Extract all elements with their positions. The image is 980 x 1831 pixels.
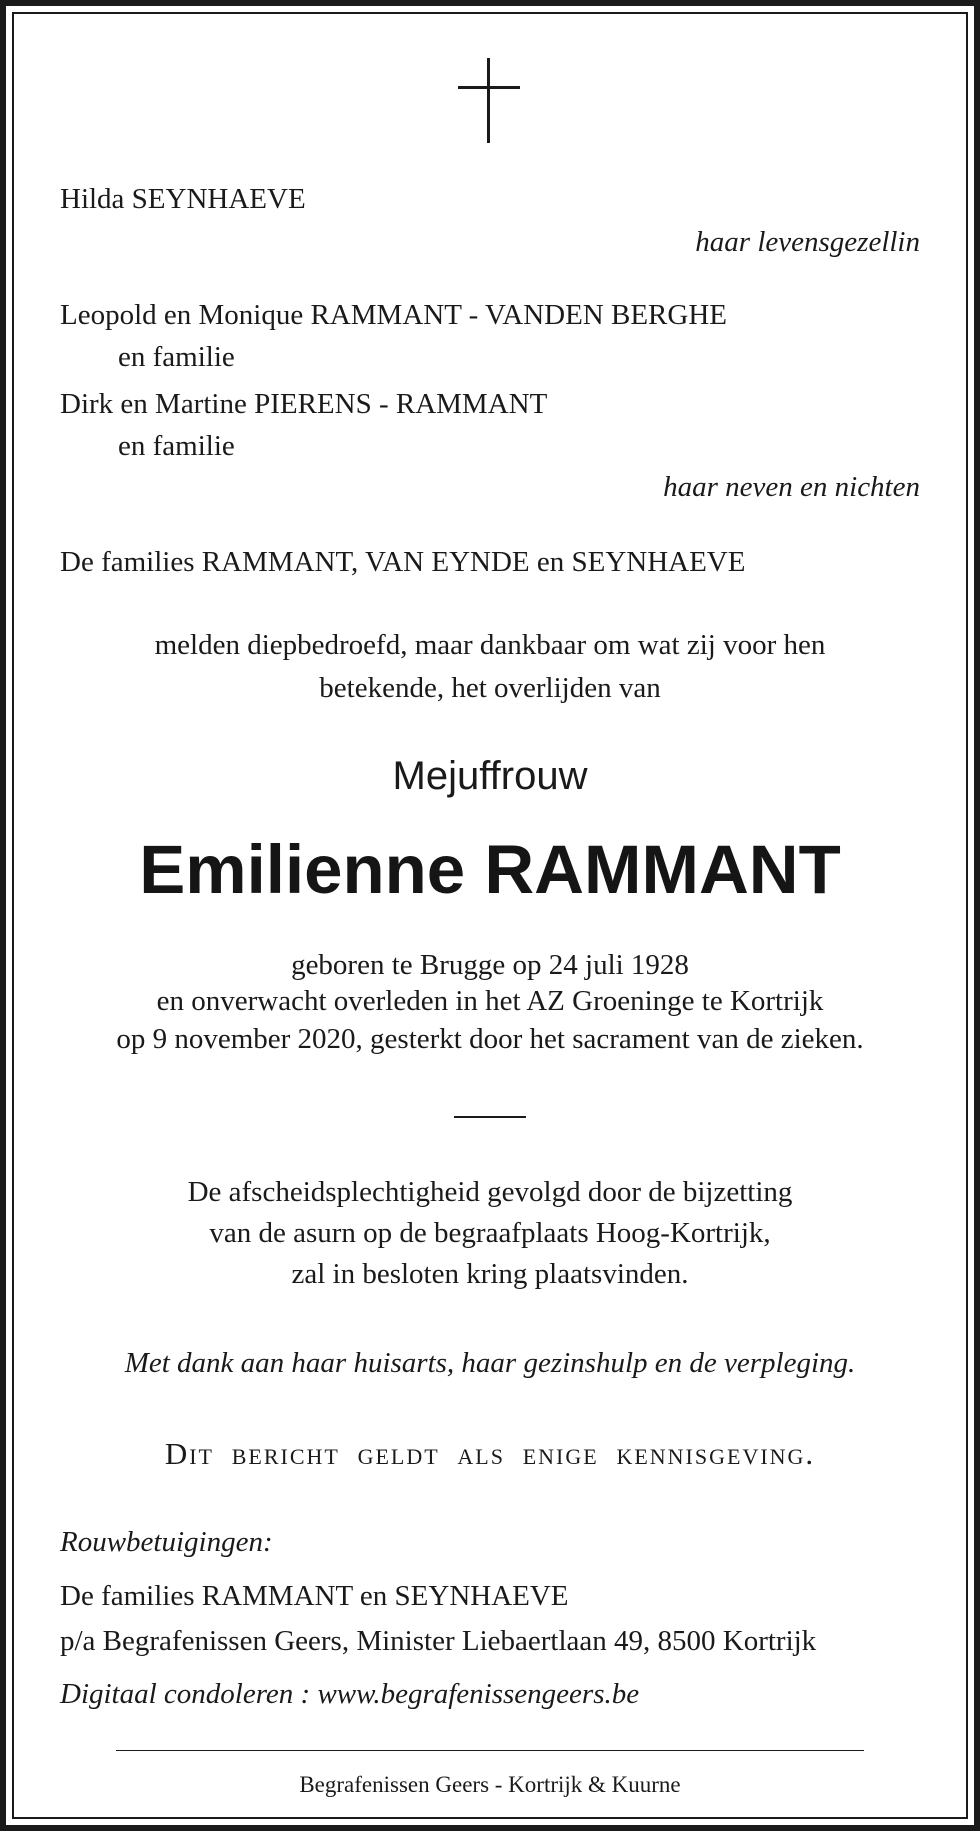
partner-role: haar levensgezellin xyxy=(695,226,920,258)
divider-long xyxy=(116,1750,864,1751)
deceased-title: Mejuffrouw xyxy=(392,754,588,798)
cross-icon xyxy=(458,58,520,143)
digital-condolence-link[interactable]: Digitaal condoleren : www.begrafenissengeers.be xyxy=(60,1678,640,1710)
ceremony-line2: van de asurn op de begraafplaats Hoog-Kortrijk, xyxy=(209,1217,771,1249)
condolences-heading: Rouwbetuigingen: xyxy=(60,1526,273,1558)
families-line: De families RAMMANT, VAN EYNDE en SEYNHAEVE xyxy=(60,546,746,578)
partner-name: Hilda SEYNHAEVE xyxy=(60,183,306,215)
ceremony-line3: zal in besloten kring plaatsvinden. xyxy=(291,1258,689,1290)
family1-sub: en familie xyxy=(118,341,235,373)
thanks-line: Met dank aan haar huisarts, haar gezinshulp en de verpleging. xyxy=(124,1347,856,1379)
deceased-name: Emilienne RAMMANT xyxy=(139,831,841,908)
condolences-address: p/a Begrafenissen Geers, Minister Liebaertlaan 49, 8500 Kortrijk xyxy=(60,1625,817,1657)
announcement-line2: betekende, het overlijden van xyxy=(319,672,661,704)
family2-name: Dirk en Martine PIERENS - RAMMANT xyxy=(60,388,548,420)
condolences-line1: De families RAMMANT en SEYNHAEVE xyxy=(60,1580,569,1612)
details-line1: geboren te Brugge op 24 juli 1928 xyxy=(291,949,689,981)
details-line2: en onverwacht overleden in het AZ Groeninge te Kortrijk xyxy=(156,985,824,1017)
ceremony-line1: De afscheidsplechtigheid gevolgd door de bijzetting xyxy=(187,1176,793,1208)
details-line3: op 9 november 2020, gesterkt door het sacrament van de zieken. xyxy=(116,1023,864,1055)
relatives-relation: haar neven en nichten xyxy=(663,471,920,503)
family2-sub: en familie xyxy=(118,430,235,462)
announcement-line1: melden diepbedroefd, maar dankbaar om wat zij voor hen xyxy=(154,629,826,661)
footer-text: Begrafenissen Geers - Kortrijk & Kuurne xyxy=(299,1772,681,1797)
family1-name: Leopold en Monique RAMMANT - VANDEN BERGHE xyxy=(60,299,727,331)
divider-short xyxy=(454,1116,526,1118)
notice-line: Dit bericht geldt als enige kennisgeving. xyxy=(164,1436,816,1471)
